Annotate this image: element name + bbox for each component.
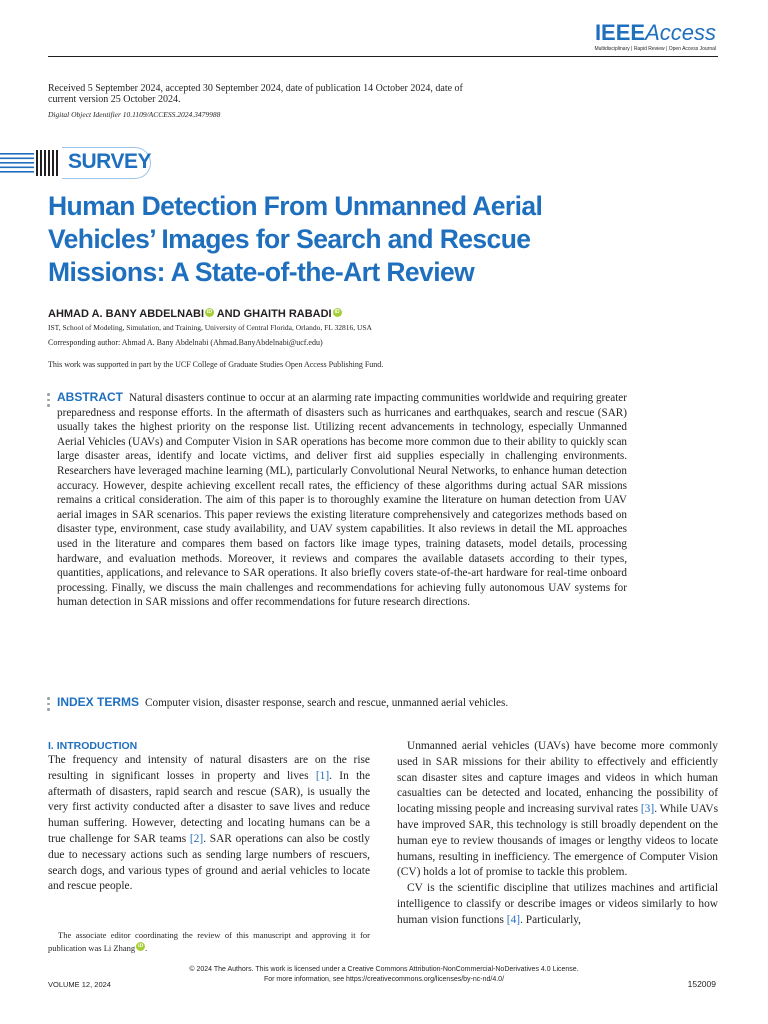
- abstract: [57, 390, 627, 610]
- section-dots-icon: [47, 697, 51, 714]
- publication-history: Received 5 September 2024, accepted 30 September 2024, date of publication 14 October 2024, date of current version 25 October 2024.: [48, 83, 463, 105]
- license-line: © 2024 The Authors. This work is licensed under a Creative Commons Attribution-NonCommercial-NoDerivatives 4.0 License.: [189, 966, 579, 973]
- abstract-label: ABSTRACT: [57, 390, 123, 404]
- author-2: GHAITH RABADI: [243, 308, 332, 320]
- author-line: [48, 308, 342, 320]
- index-terms-text: Computer vision, disaster response, search and rescue, unmanned aerial vehicles.: [145, 697, 509, 709]
- orcid-icon[interactable]: iD: [207, 309, 213, 315]
- citation-link[interactable]: [4]: [506, 913, 521, 926]
- header-rule: [48, 56, 718, 57]
- abstract-text: Natural disasters continue to occur at an alarming rate impacting communities worldwide and requiring greater preparedness and response efforts. In the aftermath of disasters such as hurricanes and earthquakes, search and rescue (SAR) usually takes the highest priority on the response list. Utilizing recent advancements in technology, especially Unmanned Aerial Vehicles (UAVs) and Computer Vision in SAR operations has become more common due to their ability to quickly scan large disaster areas, identify and locate victims, and deliver first aid supplies especially in challenging environments. Researchers have leveraged machine learning (ML), particularly Convolutional Neural Networks, to enhance human detection accuracy. However, despite achieving excellent recall rates, the efficiency of these algorithms during actual SAR missions remains a critical consideration. The aim of this paper is to thoroughly examine the literature on human detection from UAV aerial images in SAR scenarios. This paper reviews the existing literature comprehensively and categorizes methods based on disaster type, environment, case study availability, and UAV system capabilities. It also reviews in detail the ML approaches used in the literature and compares them based on factors like image types, training datasets, model details, processing hardware, and evaluation methods. Moreover, it reviews and compares the available datasets according to their types, quantities, applications, and relevance to SAR operations. It also briefly covers state-of-the-art hardware for real-time onboard processing. Finally, we discuss the main challenges and recommendations for achieving fully autonomous UAV systems for human detection in SAR missions and offer recommendations for future research directions.: [57, 392, 627, 609]
- paragraph: The frequency and intensity of natural disasters are on the rise resulting in significant losses in property and lives [1]. In the aftermath of disasters, rapid search and rescue (SAR), is usually the very first activity conducted after a disaster to save lives and reduce human suffering. However, detecting and locating humans can be a true challenge for SAR teams [2]. SAR operations can also be costly due to necessary actions such as sending large numbers of rescuers, search dogs, and various types of ground and aerial vehicles to locate and rescue people.: [48, 754, 370, 893]
- license-link[interactable]: For more information, see https://creativecommons.org/licenses/by-nc-nd/4.0/: [263, 976, 505, 983]
- orcid-icon[interactable]: iD: [334, 309, 340, 315]
- citation-link[interactable]: [2]: [189, 832, 204, 845]
- section-dots-icon: [47, 393, 51, 410]
- author-1: AHMAD A. BANY ABDELNABI: [48, 308, 205, 320]
- index-terms: [57, 695, 657, 710]
- paper-title: Human Detection From Unmanned Aerial Vehicles’ Images for Search and Rescue Missions: A State-of-the-Art Review: [48, 191, 543, 287]
- body-column-left: [48, 739, 370, 895]
- author-connector: AND: [216, 308, 241, 320]
- affiliation: IST, School of Modeling, Simulation, and Training, University of Central Florida, Orlando, FL 32816, USA: [48, 323, 372, 332]
- volume-label: VOLUME 12, 2024: [48, 980, 111, 989]
- corresponding-author: Corresponding author: Ahmad A. Bany Abdelnabi (Ahmad.BanyAbdelnabi@ucf.edu): [48, 338, 323, 347]
- citation-link[interactable]: [3]: [640, 803, 655, 816]
- brand-italic: Access: [645, 20, 716, 45]
- funding-note: This work was supported in part by the UCF College of Graduate Studies Open Access Publishing Fund.: [48, 360, 384, 369]
- journal-logo: [594, 22, 716, 52]
- brand-bold: IEEE: [594, 20, 646, 45]
- doi[interactable]: Digital Object Identifier 10.1109/ACCESS.2024.3479988: [48, 110, 221, 119]
- page-number: 152009: [687, 979, 716, 989]
- orcid-icon[interactable]: iD: [138, 944, 144, 949]
- banner-stripes-icon: [0, 148, 62, 178]
- license-notice: [0, 965, 768, 985]
- article-type: SURVEY: [68, 150, 151, 173]
- brand-tagline: Multidisciplinary | Rapid Review | Open Access Journal: [594, 46, 716, 52]
- citation-link[interactable]: [1]: [315, 769, 330, 782]
- body-column-right: [397, 739, 718, 929]
- editor-footnote: The associate editor coordinating the review of this manuscript and approving it for publication was Li Zhang iD .: [48, 930, 370, 953]
- index-terms-label: INDEX TERMS: [57, 695, 140, 709]
- section-heading: I. INTRODUCTION: [48, 740, 138, 752]
- paragraph: CV is the scientific discipline that utilizes machines and artificial intelligence to classify or describe images or videos similarly to how human vision functions [4]. Particularly,: [397, 882, 718, 926]
- paragraph: Unmanned aerial vehicles (UAVs) have become more commonly used in SAR missions for their ability to effectively and efficiently scan disaster sites and capture images and videos in which human casualties can be detected and located, enhancing the possibility of locating missing people and increasing survival rates [3]. While UAVs have improved SAR, this technology is still broadly dependent on the human eye to review thousands of images or lengthy videos to locate humans, resulting in inefficiency. The emergence of Computer Vision (CV) holds a lot of promise to tackle this problem.: [397, 740, 718, 879]
